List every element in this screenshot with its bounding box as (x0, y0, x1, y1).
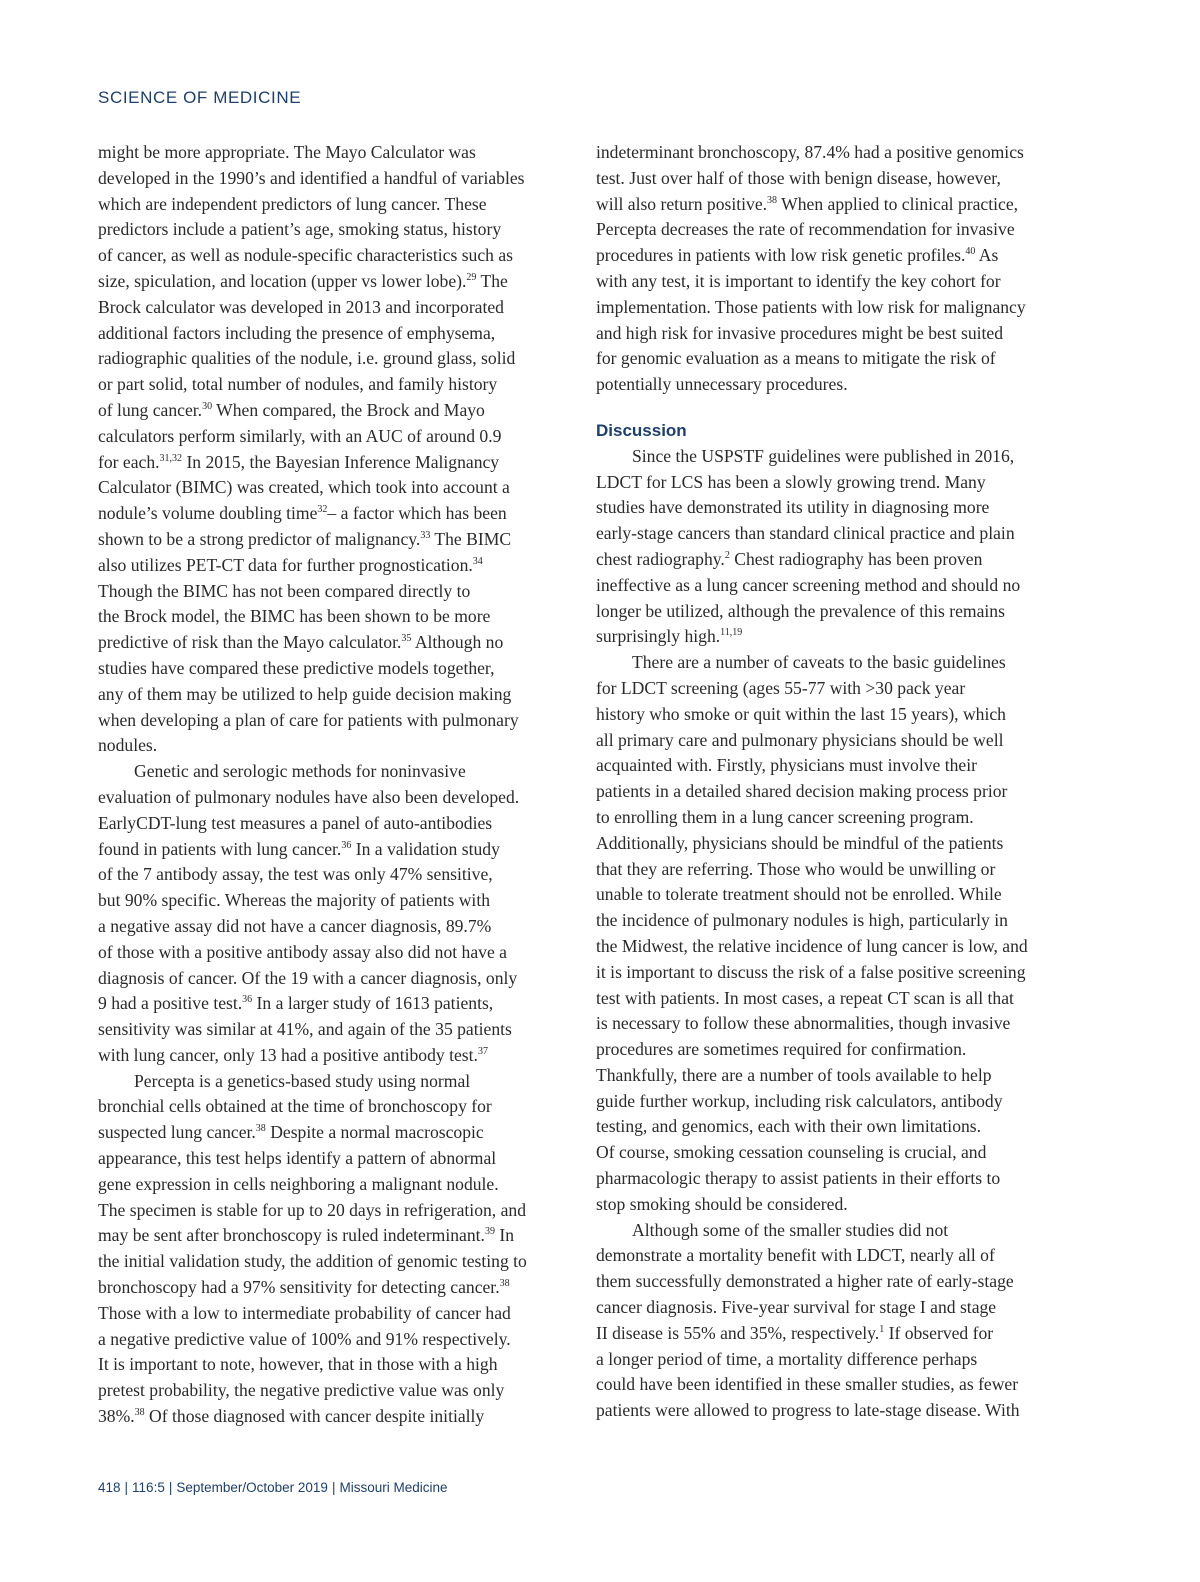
line-text: but 90% specific. Whereas the majority of patients with (98, 890, 491, 911)
line-text: and high risk for invasive procedures might be best suited (596, 322, 1004, 343)
text-line (596, 1269, 1074, 1295)
line-text: the incidence of pulmonary nodules is high, particularly in (596, 910, 1008, 931)
text-line (98, 1069, 576, 1095)
text-line (98, 785, 576, 811)
text-line (596, 702, 1074, 728)
text-line (596, 934, 1074, 960)
line-text: of lung cancer. (98, 399, 203, 420)
citation-superscript: 39 (484, 1226, 495, 1238)
text-line (98, 1275, 576, 1301)
line-text: The specimen is stable for up to 20 days in refrigeration, and (98, 1199, 526, 1220)
citation-superscript: 38 (499, 1278, 510, 1290)
line-text: Of course, smoking cessation counseling is crucial, and (596, 1142, 987, 1163)
text-line (596, 295, 1074, 321)
right-column (596, 140, 1074, 1424)
line-text: appearance, this test helps identify a pattern of abnormal (98, 1148, 497, 1169)
text-line (98, 1378, 576, 1404)
line-text: sensitivity was similar at 41%, and again of the 35 patients (98, 1019, 512, 1040)
text-line (98, 630, 576, 656)
text-line (98, 1404, 576, 1430)
citation-superscript: 38 (134, 1407, 145, 1419)
line-text: the Midwest, the relative incidence of lung cancer is low, and (596, 935, 1028, 956)
line-text: radiographic qualities of the nodule, i.e. ground glass, solid (98, 348, 516, 369)
text-line (98, 424, 576, 450)
text-line (98, 398, 576, 424)
line-text: pharmacologic therapy to assist patients in their efforts to (596, 1168, 1001, 1189)
line-text: any of them may be utilized to help guide decision making (98, 683, 512, 704)
section-header: SCIENCE OF MEDICINE (98, 88, 302, 107)
text-line (596, 140, 1074, 166)
text-line (98, 733, 576, 759)
text-line (98, 862, 576, 888)
footer-date: September/October 2019 (176, 1480, 328, 1495)
line-text: of those with a positive antibody assay also did not have a (98, 941, 507, 962)
line-text: shown to be a strong predictor of malignancy. (98, 528, 421, 549)
text-line (596, 882, 1074, 908)
line-text: Thankfully, there are a number of tools available to help (596, 1064, 992, 1085)
line-text: will also return positive. (596, 193, 768, 214)
text-line (596, 269, 1074, 295)
line-text: found in patients with lung cancer. (98, 838, 342, 859)
text-line (98, 166, 576, 192)
text-line (98, 1249, 576, 1275)
line-text: guide further workup, including risk calculators, antibody (596, 1090, 1003, 1111)
footer-page-number: 418 (98, 1480, 121, 1495)
line-text: Percepta decreases the rate of recommendation for invasive (596, 219, 1015, 240)
line-text: implementation. Those patients with low risk for malignancy (596, 296, 1026, 317)
text-line (98, 1327, 576, 1353)
text-line (98, 759, 576, 785)
text-line (98, 1043, 576, 1069)
text-line (98, 1172, 576, 1198)
line-text-continued: Of those diagnosed with cancer despite initially (144, 1406, 485, 1427)
line-text: unable to tolerate treatment should not be enrolled. While (596, 884, 1002, 905)
line-text: stop smoking should be considered. (596, 1193, 848, 1214)
line-text: history who smoke or quit within the last 15 years), which (596, 703, 1006, 724)
line-text: a negative assay did not have a cancer diagnosis, 89.7% (98, 915, 492, 936)
text-line (98, 1198, 576, 1224)
text-line (596, 1398, 1074, 1424)
line-text: might be more appropriate. The Mayo Calculator was (98, 142, 476, 162)
text-line (98, 346, 576, 372)
citation-superscript: 38 (767, 194, 778, 206)
line-text: 9 had a positive test. (98, 993, 243, 1014)
line-text: predictive of risk than the Mayo calculator. (98, 632, 402, 653)
line-text: them successfully demonstrated a higher rate of early-stage (596, 1271, 1014, 1292)
right-column-bottom (596, 444, 1074, 1424)
footer-separator: | (124, 1480, 129, 1495)
line-text: developed in the 1990’s and identified a handful of variables (98, 167, 525, 188)
citation-superscript: 34 (472, 555, 483, 567)
line-text: studies have compared these predictive models together, (98, 657, 495, 678)
text-line (98, 553, 576, 579)
text-line (596, 372, 1074, 398)
text-line (596, 676, 1074, 702)
text-line (596, 495, 1074, 521)
line-text: calculators perform similarly, with an AUC of around 0.9 (98, 425, 502, 446)
text-line (596, 1295, 1074, 1321)
text-line (596, 960, 1074, 986)
line-text-continued: As (975, 245, 999, 266)
citation-superscript: 36 (242, 994, 253, 1006)
line-text: longer be utilized, although the prevalence of this remains (596, 600, 1005, 621)
text-line (98, 450, 576, 476)
line-text: diagnosis of cancer. Of the 19 with a cancer diagnosis, only (98, 967, 518, 988)
line-text-continued: Despite a normal macroscopic (265, 1122, 484, 1143)
text-line (98, 888, 576, 914)
text-line (596, 650, 1074, 676)
line-text: suspected lung cancer. (98, 1122, 256, 1143)
text-line (98, 1352, 576, 1378)
text-line (596, 1372, 1074, 1398)
citation-superscript: 38 (255, 1123, 266, 1135)
text-line (98, 708, 576, 734)
text-line (596, 1243, 1074, 1269)
text-line (98, 1017, 576, 1043)
text-line (98, 682, 576, 708)
line-text: also utilizes PET-CT data for further prognostication. (98, 554, 473, 575)
line-text: to enrolling them in a lung cancer screening program. (596, 806, 974, 827)
line-text: pretest probability, the negative predictive value was only (98, 1380, 505, 1401)
line-text: the initial validation study, the addition of genomic testing to (98, 1251, 527, 1272)
line-text: LDCT for LCS has been a slowly growing trend. Many (596, 471, 986, 492)
text-line (596, 1192, 1074, 1218)
line-text: it is important to discuss the risk of a false positive screening (596, 961, 1026, 982)
line-text-continued: In 2015, the Bayesian Inference Malignancy (182, 451, 500, 472)
line-text: 38%. (98, 1406, 135, 1427)
line-text: is necessary to follow these abnormalities, though invasive (596, 1013, 1011, 1034)
footer-journal: Missouri Medicine (339, 1480, 448, 1495)
line-text-continued: In (494, 1225, 515, 1246)
line-text-continued: When applied to clinical practice, (777, 193, 1019, 214)
text-line (98, 295, 576, 321)
line-text: Since the USPSTF guidelines were published in 2016, (632, 445, 1015, 466)
line-text: for each. (98, 451, 160, 472)
footer-separator: | (331, 1480, 336, 1495)
line-text-continued: Although no (411, 632, 504, 653)
citation-superscript: 33 (420, 529, 431, 541)
line-text: with any test, it is important to identify the key cohort for (596, 270, 1001, 291)
line-text: of cancer, as well as nodule-specific characteristics such as (98, 245, 513, 266)
line-text: bronchial cells obtained at the time of bronchoscopy for (98, 1096, 492, 1117)
text-line (98, 940, 576, 966)
text-line (98, 269, 576, 295)
line-text-continued: If observed for (884, 1322, 994, 1343)
text-line (98, 604, 576, 630)
line-text: which are independent predictors of lung cancer. These (98, 193, 487, 214)
text-line (596, 243, 1074, 269)
line-text: or part solid, total number of nodules, and family history (98, 374, 498, 395)
discussion-heading: Discussion (596, 420, 687, 440)
line-text: testing, and genomics, each with their own limitations. (596, 1116, 982, 1137)
text-line (596, 986, 1074, 1012)
citation-superscript: 30 (202, 400, 213, 412)
text-line (596, 728, 1074, 754)
text-line (596, 470, 1074, 496)
citation-superscript: 37 (477, 1045, 488, 1057)
line-text: procedures are sometimes required for confirmation. (596, 1039, 967, 1060)
footer-separator: | (168, 1480, 173, 1495)
line-text: test. Just over half of those with benign disease, however, (596, 167, 1001, 188)
text-line (98, 1120, 576, 1146)
text-line (98, 243, 576, 269)
line-text: Percepta is a genetics-based study using normal (134, 1070, 471, 1091)
line-text: evaluation of pulmonary nodules have also been developed. (98, 786, 520, 807)
line-text-continued: – a factor which has been (327, 503, 507, 524)
text-line (596, 444, 1074, 470)
line-text: cancer diagnosis. Five-year survival for stage I and stage (596, 1297, 997, 1318)
line-text: Genetic and serologic methods for noninvasive (134, 761, 466, 782)
line-text: acquainted with. Firstly, physicians must involve their (596, 755, 977, 776)
text-line (596, 166, 1074, 192)
text-line (596, 1218, 1074, 1244)
line-text: could have been identified in these smaller studies, as fewer (596, 1374, 1019, 1395)
line-text: predictors include a patient’s age, smoking status, history (98, 219, 502, 240)
text-line (596, 831, 1074, 857)
text-line (98, 501, 576, 527)
text-line (98, 914, 576, 940)
text-line (98, 811, 576, 837)
text-line (596, 753, 1074, 779)
citation-superscript: 29 (466, 271, 477, 283)
line-text: all primary care and pulmonary physicians should be well (596, 729, 1004, 750)
text-line (98, 1146, 576, 1172)
line-text: patients were allowed to progress to late-stage disease. With (596, 1400, 1020, 1421)
text-line (596, 908, 1074, 934)
line-text: studies have demonstrated its utility in diagnosing more (596, 497, 990, 518)
left-column (98, 140, 576, 1430)
line-text: with lung cancer, only 13 had a positive antibody test. (98, 1044, 478, 1065)
line-text: surprisingly high. (596, 626, 721, 647)
text-line (596, 1037, 1074, 1063)
line-text: test with patients. In most cases, a repeat CT scan is all that (596, 987, 1014, 1008)
text-line (596, 1140, 1074, 1166)
line-text: Although some of the smaller studies did not (632, 1219, 949, 1240)
text-line (98, 1094, 576, 1120)
text-line (98, 321, 576, 347)
text-line (596, 857, 1074, 883)
text-line (98, 579, 576, 605)
line-text: for LDCT screening (ages 55-77 with >30 pack year (596, 677, 966, 698)
text-line (98, 217, 576, 243)
line-text: early-stage cancers than standard clinical practice and plain (596, 523, 1015, 544)
line-text: EarlyCDT-lung test measures a panel of auto-antibodies (98, 812, 493, 833)
text-line (98, 192, 576, 218)
line-text: It is important to note, however, that in those with a high (98, 1354, 498, 1375)
line-text: II disease is 55% and 35%, respectively. (596, 1322, 880, 1343)
text-line (596, 1089, 1074, 1115)
text-line (596, 1166, 1074, 1192)
text-line (596, 1347, 1074, 1373)
footer-issue: 116:5 (132, 1480, 165, 1495)
page-footer (98, 1480, 448, 1495)
line-text: nodule’s volume doubling time (98, 503, 318, 524)
line-text: a negative predictive value of 100% and 91% respectively. (98, 1328, 511, 1349)
line-text: There are a number of caveats to the basic guidelines (632, 652, 1006, 673)
line-text: indeterminant bronchoscopy, 87.4% had a positive genomics (596, 142, 1024, 162)
line-text: bronchoscopy had a 97% sensitivity for detecting cancer. (98, 1277, 500, 1298)
text-line (596, 346, 1074, 372)
line-text: patients in a detailed shared decision making process prior (596, 781, 1008, 802)
line-text-continued: When compared, the Brock and Mayo (212, 399, 485, 420)
line-text-continued: In a larger study of 1613 patients, (252, 993, 494, 1014)
citation-superscript: 11,19 (720, 627, 743, 639)
text-line (596, 624, 1074, 650)
line-text: the Brock model, the BIMC has been shown to be more (98, 606, 491, 627)
line-text-continued: The (476, 270, 508, 291)
line-text: that they are referring. Those who would be unwilling or (596, 858, 996, 879)
text-line (596, 1321, 1074, 1347)
right-column-top (596, 140, 1074, 398)
citation-superscript: 36 (341, 839, 352, 851)
line-text: a longer period of time, a mortality difference perhaps (596, 1348, 978, 1369)
text-line (98, 140, 576, 166)
citation-superscript: 40 (965, 246, 976, 258)
line-text: nodules. (98, 735, 158, 756)
line-text: Additionally, physicians should be mindful of the patients (596, 832, 1004, 853)
line-text: Calculator (BIMC) was created, which took into account a (98, 477, 510, 498)
line-text: of the 7 antibody assay, the test was only 47% sensitive, (98, 864, 493, 885)
line-text-continued: Chest radiography has been proven (729, 548, 983, 569)
line-text: Those with a low to intermediate probability of cancer had (98, 1302, 511, 1323)
text-line (596, 573, 1074, 599)
line-text: gene expression in cells neighboring a malignant nodule. (98, 1173, 499, 1194)
text-line (596, 1114, 1074, 1140)
text-line (596, 805, 1074, 831)
text-line (98, 1301, 576, 1327)
text-line (596, 1063, 1074, 1089)
citation-superscript: 31,32 (159, 452, 183, 464)
line-text: when developing a plan of care for patients with pulmonary (98, 709, 519, 730)
text-line (98, 527, 576, 553)
line-text: may be sent after bronchoscopy is ruled indeterminant. (98, 1225, 485, 1246)
line-text: ineffective as a lung cancer screening method and should no (596, 574, 1021, 595)
text-line (596, 321, 1074, 347)
line-text: procedures in patients with low risk genetic profiles. (596, 245, 966, 266)
text-line (98, 966, 576, 992)
text-line (596, 192, 1074, 218)
text-line (596, 547, 1074, 573)
line-text: additional factors including the presence of emphysema, (98, 322, 496, 343)
text-line (98, 656, 576, 682)
text-line (98, 1223, 576, 1249)
citation-superscript: 35 (401, 633, 412, 645)
line-text: potentially unnecessary procedures. (596, 374, 848, 395)
line-text: Brock calculator was developed in 2013 and incorporated (98, 296, 504, 317)
text-line (98, 372, 576, 398)
line-text-continued: The BIMC (430, 528, 512, 549)
line-text: chest radiography. (596, 548, 725, 569)
text-line (596, 521, 1074, 547)
text-line (596, 599, 1074, 625)
text-line (596, 1011, 1074, 1037)
line-text: size, spiculation, and location (upper vs lower lobe). (98, 270, 467, 291)
text-line (98, 475, 576, 501)
citation-superscript: 32 (317, 504, 328, 516)
line-text: demonstrate a mortality benefit with LDCT, nearly all of (596, 1245, 995, 1266)
citation-superscript: 1 (879, 1323, 885, 1335)
text-line (98, 837, 576, 863)
text-line (596, 217, 1074, 243)
text-line (98, 991, 576, 1017)
line-text: for genomic evaluation as a means to mitigate the risk of (596, 348, 996, 369)
line-text: Though the BIMC has not been compared directly to (98, 580, 471, 601)
line-text-continued: In a validation study (351, 838, 500, 859)
text-line (596, 779, 1074, 805)
citation-superscript: 2 (724, 549, 730, 561)
